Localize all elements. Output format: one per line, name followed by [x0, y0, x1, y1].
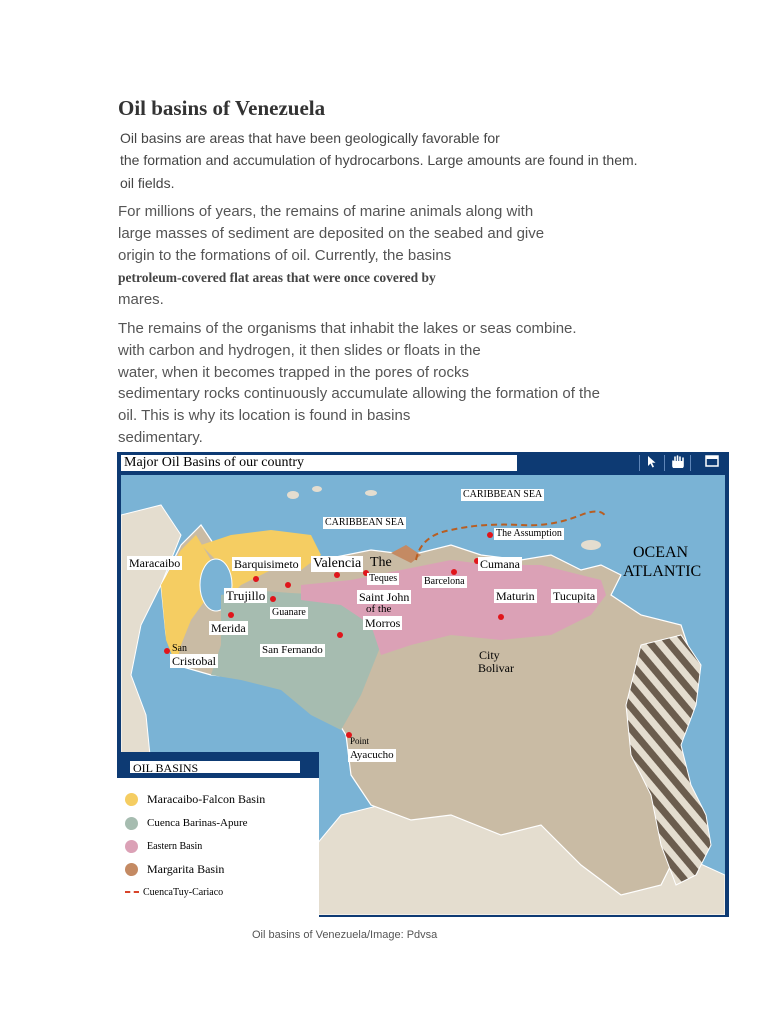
city-label-assumption: The Assumption	[496, 528, 562, 539]
city-label-san-cristobal-1: San	[172, 643, 187, 654]
san-fernando-dot	[337, 632, 343, 638]
para2-line-3: water, when it becomes trapped in the pores of rocks	[118, 364, 470, 381]
city-label-saint-john-3: Morros	[365, 616, 401, 630]
legend-item-barinas-apure	[125, 814, 248, 832]
intro-line-3: oil fields.	[120, 175, 175, 191]
atlantic-label: ATLANTIC	[623, 563, 702, 580]
toolbar-divider	[639, 455, 640, 471]
legend-item-margarita	[125, 860, 224, 878]
legend-label: Maracaibo-Falcon Basin	[147, 791, 266, 806]
image-caption: Oil basins of Venezuela/Image: Pdvsa	[252, 929, 438, 941]
intro-line-1: Oil basins are areas that have been geologically favorable for	[120, 130, 500, 146]
city-label-san-fernando: San Fernando	[262, 644, 323, 656]
para2-line-6: sedimentary.	[118, 429, 203, 446]
city-label-maracaibo: Maracaibo	[129, 556, 181, 570]
city-label-valencia: Valencia	[313, 556, 362, 571]
valencia-dot	[334, 572, 340, 578]
barquisimeto-dot	[253, 576, 259, 582]
map-title: Major Oil Basins of our country	[121, 455, 517, 471]
caribbean-sea-label-2: CARIBBEAN SEA	[325, 517, 405, 528]
city-bolivar-dot	[498, 614, 504, 620]
city-label-the-teques-1: The	[370, 555, 392, 570]
legend-item-tuy-cariaco	[125, 883, 223, 901]
para1-line-3: origin to the formations of oil. Currently, the basins	[118, 247, 452, 264]
trinidad	[581, 540, 601, 550]
legend-label: Eastern Basin	[147, 840, 203, 852]
legend-swatch	[125, 817, 138, 830]
barcelona-dot	[451, 569, 457, 575]
legend-dash	[125, 891, 139, 893]
city-label-merida: Merida	[211, 621, 246, 635]
city-label-trujillo: Trujillo	[226, 588, 266, 603]
city-label-san-cristobal-2: Cristobal	[172, 654, 216, 668]
caribbean-sea-label-1: CARIBBEAN SEA	[463, 489, 543, 500]
city-label-ayacucho-2: Ayacucho	[350, 749, 394, 761]
map-legend	[117, 752, 319, 917]
para2-line-2: with carbon and hydrogen, it then slides or floats in the	[118, 342, 481, 359]
city-label-city-bolivar-1: City	[479, 648, 500, 662]
city-label-city-bolivar-2: Bolivar	[478, 661, 514, 675]
island	[287, 491, 299, 499]
para2-line-5: oil. This is why its location is found in basins	[118, 407, 411, 424]
para1-line-4: petroleum-covered flat areas that were once covered by	[118, 270, 436, 285]
intro-line-2: the formation and accumulation of hydrocarbons. Large amounts are found in them.	[120, 152, 638, 168]
island	[312, 486, 322, 492]
city-label-the-teques-2: Teques	[369, 573, 398, 584]
trujillo-dot	[285, 582, 291, 588]
legend-swatch	[125, 840, 138, 853]
island	[365, 490, 377, 496]
city-label-guanare: Guanare	[272, 607, 306, 618]
legend-item-maracaibo-falcon	[125, 790, 265, 808]
page-title: Oil basins of Venezuela	[118, 96, 326, 120]
map-widget[interactable]	[117, 452, 729, 917]
legend-label: CuencaTuy-Cariaco	[143, 886, 224, 898]
para1-line-5: mares.	[118, 291, 164, 308]
city-label-barcelona: Barcelona	[424, 576, 465, 587]
para1-line-2: large masses of sediment are deposited on the seabed and give	[118, 225, 545, 242]
legend-label: Margarita Basin	[147, 861, 225, 876]
legend-label: Cuenca Barinas-Apure	[147, 817, 248, 829]
city-label-barquisimeto: Barquisimeto	[234, 557, 299, 571]
city-label-cumana: Cumana	[480, 557, 520, 571]
merida-dot	[228, 612, 234, 618]
map-toolbar	[117, 452, 729, 475]
assumption-dot	[487, 532, 493, 538]
para2-line-4: sedimentary rocks continuously accumulate allowing the formation of the	[118, 385, 600, 402]
window-icon[interactable]	[703, 455, 721, 471]
legend-header: OIL BASINS	[129, 760, 301, 774]
guanare-dot	[270, 596, 276, 602]
city-label-saint-john-2: of the	[366, 603, 392, 615]
city-label-ayacucho-1: Point	[350, 736, 370, 746]
hand-icon[interactable]	[669, 455, 687, 471]
ocean-label: OCEAN	[633, 544, 689, 561]
para2-line-1: The remains of the organisms that inhabit the lakes or seas combine.	[118, 320, 577, 337]
legend-swatch	[125, 863, 138, 876]
city-label-saint-john-1: Saint John	[359, 590, 410, 604]
pointer-icon[interactable]	[643, 455, 661, 471]
toolbar-divider	[690, 455, 691, 471]
legend-item-eastern	[125, 837, 202, 855]
city-label-tucupita: Tucupita	[553, 589, 596, 603]
city-label-maturin: Maturin	[496, 589, 535, 603]
para1-line-1: For millions of years, the remains of marine animals along with	[118, 203, 534, 220]
legend-swatch	[125, 793, 138, 806]
toolbar-divider	[664, 455, 665, 471]
